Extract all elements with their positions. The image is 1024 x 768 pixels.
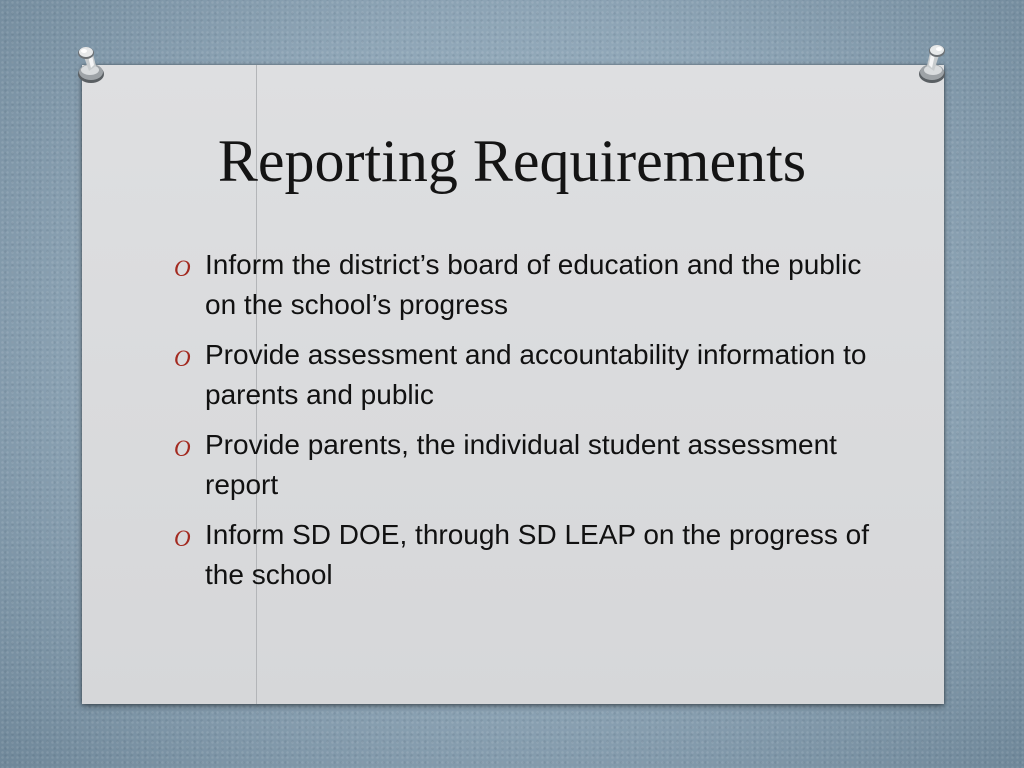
bullet-marker-icon: O [174, 256, 191, 281]
slide-title: Reporting Requirements [217, 128, 807, 194]
bullet-text: Provide parents, the individual student assessment report [205, 429, 837, 500]
bullet-item [174, 335, 874, 415]
pushpin-icon [72, 44, 106, 88]
bullet-marker-icon: O [174, 526, 191, 551]
bullet-text: Inform SD DOE, through SD LEAP on the progress of the school [205, 519, 870, 590]
bullet-text: Inform the district’s board of education and the public on the school’s progress [205, 249, 862, 320]
bullet-item [174, 515, 874, 595]
bullet-item [174, 425, 874, 505]
bullet-text: Provide assessment and accountability information to parents and public [205, 339, 867, 410]
bullet-marker-icon: O [174, 436, 191, 461]
bullet-marker-icon: O [174, 346, 191, 371]
pushpin-icon [917, 42, 951, 86]
bullet-item [174, 245, 874, 325]
bullet-list [174, 245, 874, 605]
